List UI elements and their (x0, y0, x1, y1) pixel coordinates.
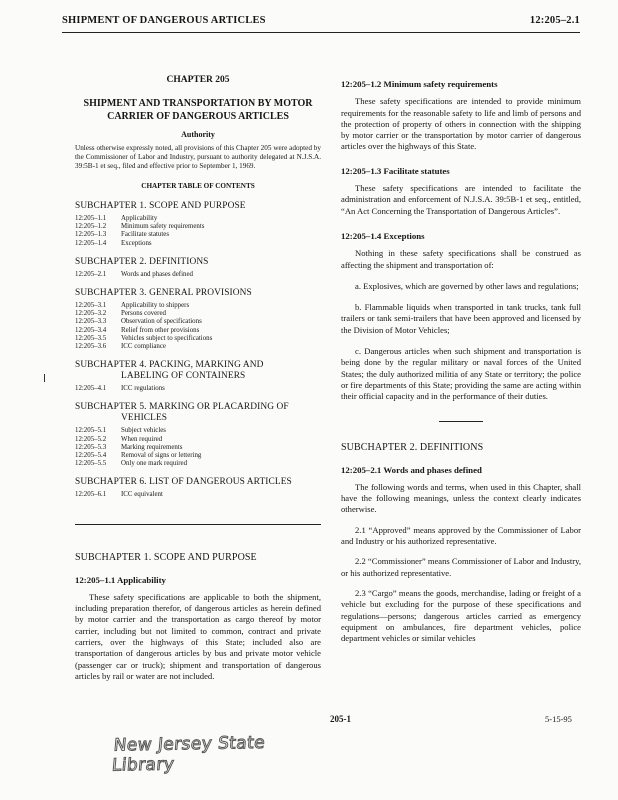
subchapter-1-heading: SUBCHAPTER 1. SCOPE AND PURPOSE (75, 551, 257, 563)
toc-item-number: 12:205–1.3 (75, 231, 107, 239)
toc-item-number: 12:205–3.4 (75, 326, 107, 334)
toc-item (75, 231, 321, 239)
section-1-1-title: 12:205–1.1 Applicability (75, 574, 166, 585)
toc-item (75, 460, 321, 468)
toc-item (75, 452, 321, 460)
toc-item (75, 223, 321, 231)
toc-item-number: 12:205–4.1 (75, 385, 107, 393)
toc-item (75, 436, 321, 444)
toc-section-list (75, 491, 321, 499)
toc-item-title: Subject vehicles (121, 427, 166, 435)
toc-section-list (75, 271, 321, 279)
toc-subchapter-title-cont: LABELING OF CONTAINERS (121, 371, 246, 382)
toc-item-title: Marking requirements (121, 443, 183, 451)
toc-item-number: 12:205–3.3 (75, 318, 107, 326)
authority-heading: Authority (181, 130, 215, 140)
header-title: SHIPMENT OF DANGEROUS ARTICLES (62, 15, 266, 26)
toc-item-title: When required (121, 435, 163, 443)
exception-a: a. Explosives, which are governed by other laws and regulations; (355, 280, 579, 291)
divider (75, 524, 321, 525)
chapter-title: SHIPMENT AND TRANSPORTATION BY MOTOR CARRIER OF DANGEROUS ARTICLES (83, 98, 313, 122)
toc-item-title: Exceptions (121, 239, 152, 247)
toc-item-number: 12:205–1.2 (75, 223, 107, 231)
section-1-4-title: 12:205–1.4 Exceptions (341, 230, 425, 241)
toc-item-title: Relief from other provisions (121, 326, 200, 334)
toc-subchapter-title: SUBCHAPTER 4. PACKING, MARKING AND (75, 360, 264, 371)
toc-item-title: Words and phases defined (121, 270, 193, 278)
toc-subchapter-title: SUBCHAPTER 1. SCOPE AND PURPOSE (75, 200, 246, 211)
toc-item-number: 12:205–3.1 (75, 301, 107, 309)
toc-item-title: Facilitate statutes (121, 231, 170, 239)
toc-item-title: Minimum safety requirements (121, 223, 205, 231)
authority-text: Unless otherwise expressly noted, all provisions of this Chapter 205 were adopted by the Commissioner of Labor and Industry, pursuant to authority delegated at N.J.S.A. 39:5B-1 et seq., filed and effective prior to September 1, 1969. (75, 143, 321, 170)
toc-item-title: Observation of specifications (121, 318, 202, 326)
section-1-3-text: These safety specifications are intended to facilitate the administration and enforcement of N.J.S.A. 39:5B-1 et seq., entitled, “An Act Concerning the Transportation of Dangerous Articles”. (341, 183, 581, 216)
toc-item-title: ICC regulations (121, 385, 165, 393)
definition-2-1: 2.1 “Approved” means approved by the Commissioner of Labor and Industry or his authorized representative. (341, 524, 581, 547)
running-header (62, 6, 580, 33)
toc-item (75, 318, 321, 326)
section-2-1-title: 12:205–2.1 Words and phases defined (341, 464, 482, 475)
toc-section-list (75, 427, 321, 468)
toc-item-number: 12:205–6.1 (75, 491, 107, 499)
toc-item (75, 215, 321, 223)
chapter-number: CHAPTER 205 (166, 75, 230, 85)
exception-b: b. Flammable liquids when transported in tank trucks, tank full trailers or tank semi-trailers that have been approved and licensed by the Division of Motor Vehicles; (341, 302, 581, 335)
toc-item (75, 427, 321, 435)
toc-item-title: Removal of signs or lettering (121, 451, 202, 459)
table-of-contents (75, 201, 321, 500)
toc-subchapter-title: SUBCHAPTER 5. MARKING OR PLACARDING OF (75, 402, 289, 413)
toc-subchapter-title: SUBCHAPTER 3. GENERAL PROVISIONS (75, 287, 252, 298)
toc-item (75, 335, 321, 343)
section-1-2-text: These safety specifications are intended to provide minimum requirements for the reasonable safety to life and limb of persons and the protection of property of others in connection with the shipping by motor carrier or the transportation by motor carrier of dangerous articles over the highways of this State. (341, 96, 581, 152)
definition-2-3: 2.3 “Cargo” means the goods, merchandise, lading or freight of a vehicle but excluding for the purpose of these specifications and regulations—persons; dangerous articles carried as emergency equipment on ambulances, fire department vehicles, police department vehicles or similar vehicles (341, 587, 581, 644)
toc-section-list (75, 215, 321, 248)
exception-c: c. Dangerous articles when such shipment and transportation is being done by the regular military or naval forces of the United States; the duly authorized militia of any State or territory; the police or fire departments of this State; providing the same are acting within their official capacity and in the performance of their duties. (341, 346, 581, 402)
section-1-1-text: These safety specifications are applicable to both the shipment, including preparation therefor, of dangerous articles as herein defined by motor carrier and the transportation as cargo thereof by motor carrier, including but not limited to common, contract and private carriers, over the highways of this State; included also are transportation of dangerous articles by bus and private motor vehicle (passenger car or truck); shipment and transportation of dangerous articles by rail or water are not included. (75, 591, 321, 681)
section-rule (439, 421, 483, 422)
section-1-2-title: 12:205–1.2 Minimum safety requirements (341, 79, 498, 89)
toc-item-number: 12:205–1.4 (75, 239, 107, 247)
toc-item (75, 302, 321, 310)
toc-section-list (75, 385, 321, 393)
library-stamp-text: New Jersey State Library (111, 732, 266, 776)
toc-item (75, 271, 321, 279)
toc-subchapter-heading (75, 360, 321, 382)
toc-item-title: ICC equivalent (121, 491, 163, 499)
margin-mark (44, 374, 45, 382)
toc-subchapter-heading (75, 201, 321, 212)
toc-item-title: Applicability to shippers (121, 301, 190, 309)
toc-subchapter-heading (75, 257, 321, 268)
right-column (341, 79, 581, 644)
library-stamp (111, 732, 298, 776)
section-1-4-text: Nothing in these safety specifications shall be construed as affecting the shipment and transportation of: (341, 248, 581, 270)
toc-item (75, 240, 321, 248)
toc-section-list (75, 302, 321, 351)
toc-heading: CHAPTER TABLE OF CONTENTS (141, 181, 255, 190)
toc-item-title: Only one mark required (121, 460, 188, 468)
toc-item-number: 12:205–2.1 (75, 270, 107, 278)
toc-item-number: 12:205–5.2 (75, 435, 107, 443)
toc-item (75, 444, 321, 452)
toc-item-number: 12:205–5.5 (75, 460, 107, 468)
toc-item-number: 12:205–5.4 (75, 451, 107, 459)
toc-subchapter-title-cont: VEHICLES (121, 413, 168, 424)
toc-item-number: 12:205–3.5 (75, 334, 107, 342)
toc-item-number: 12:205–1.1 (75, 214, 107, 222)
toc-item-title: ICC compliance (121, 342, 166, 350)
toc-item-number: 12:205–3.6 (75, 342, 107, 350)
toc-subchapter-heading (75, 402, 321, 424)
toc-subchapter-heading (75, 288, 321, 299)
toc-item (75, 385, 321, 393)
section-1-3-title: 12:205–1.3 Facilitate statutes (341, 165, 450, 176)
toc-item (75, 310, 321, 318)
toc-item-title: Persons covered (121, 310, 166, 318)
left-column (75, 68, 321, 682)
subchapter-2-heading: SUBCHAPTER 2. DEFINITIONS (341, 441, 484, 453)
header-section-number: 12:205–2.1 (529, 15, 580, 26)
page-number: 205-1 (330, 714, 351, 724)
toc-subchapter-heading (75, 477, 321, 488)
toc-subchapter-title: SUBCHAPTER 6. LIST OF DANGEROUS ARTICLES (75, 477, 292, 488)
toc-item-number: 12:205–5.1 (75, 427, 107, 435)
toc-item-number: 12:205–3.2 (75, 310, 107, 318)
toc-item-title: Vehicles subject to specifications (121, 334, 213, 342)
definition-2-2: 2.2 “Commissioner” means Commissioner of Labor and Industry, or his authorized representative. (341, 556, 581, 578)
toc-item (75, 327, 321, 335)
toc-item-number: 12:205–5.3 (75, 443, 107, 451)
revision-date: 5-15-95 (545, 714, 572, 724)
toc-subchapter-title: SUBCHAPTER 2. DEFINITIONS (75, 256, 209, 267)
section-2-1-text: The following words and terms, when used in this Chapter, shall have the following meanings, unless the context clearly indicates otherwise. (341, 481, 581, 515)
toc-item (75, 343, 321, 351)
toc-item-title: Applicability (121, 214, 158, 222)
toc-item (75, 491, 321, 499)
